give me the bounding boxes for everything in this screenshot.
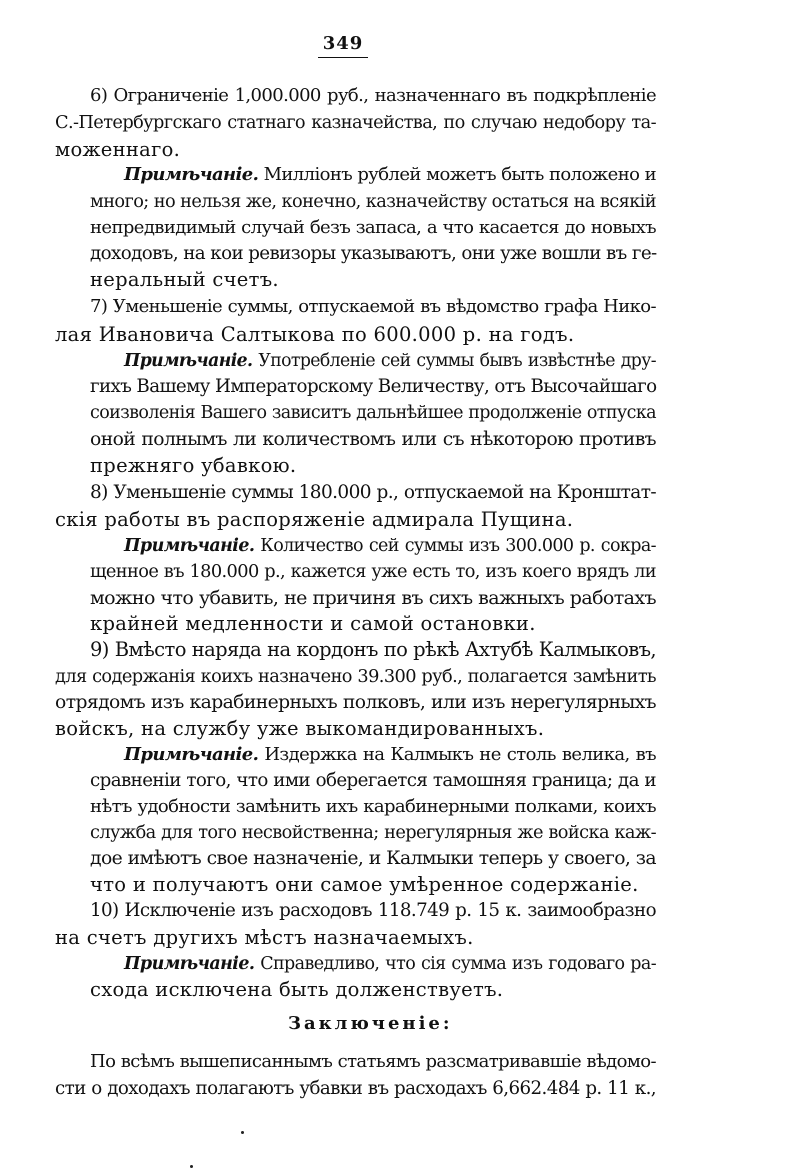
item-9-note-line-3: нѣтъ удобности замѣнить ихъ карабинерными полками, коихъ — [90, 796, 656, 817]
item-8-line-2: скія работы въ распоряженіе адмирала Пущина. — [55, 508, 574, 531]
item-6-note-line-5: неральный счетъ. — [90, 268, 279, 291]
item-8-line-1: 8) Уменьшеніе суммы 180.000 р., отпускаемой на Кронштат- — [90, 482, 656, 503]
item-10-line-1: 10) Исключеніе изъ расходовъ 118.749 р. 15 к. заимообразно — [90, 900, 656, 921]
item-6-note-line-2: много; но нельзя же, конечно, казначейству остаться на всякій — [90, 192, 656, 212]
item-9-note-line-6: что и получаютъ они самое умѣренное содержаніе. — [90, 873, 639, 896]
item-6-note-line-3: непредвидимый случай безъ запаса, а что касается до новыхъ — [90, 217, 656, 238]
item-8-note-line-4: крайней медленности и самой остановки. — [90, 612, 536, 635]
item-7-note-line-2: гихъ Вашему Императорскому Величеству, отъ Высочайшаго — [90, 376, 657, 397]
item-6-line-2: С.-Петербургскаго статнаго казначейства, по случаю недобору та- — [55, 113, 656, 133]
ink-speck — [241, 1131, 244, 1134]
item-7-note-line-1: Примѣчаніе. Употребленіе сей суммы бывъ извѣстнѣе дру- — [124, 351, 656, 371]
item-6-line-3: моженнаго. — [55, 138, 181, 161]
item-7-line-2: лая Ивановича Салтыкова по 600.000 р. на годъ. — [55, 323, 575, 346]
item-9-line-1: 9) Вмѣсто наряда на кордонъ по рѣкѣ Ахтубѣ Калмыковъ, — [90, 638, 656, 661]
item-8-note-line-3: можно что убавить, не причиня въ сихъ важныхъ работахъ — [90, 587, 656, 609]
item-7-note-line-3: соизволенія Вашего зависитъ дальнѣйшее продолженіе отпуска — [90, 403, 656, 423]
item-9-line-2: для содержанія коихъ назначено 39.300 руб., полагается замѣнить — [55, 667, 656, 687]
page-number: 349 — [318, 33, 368, 58]
item-10-note-line-2: схода исключена быть долженствуетъ. — [90, 978, 504, 1001]
conclusion-heading: Заключеніе: — [288, 1013, 453, 1034]
ink-speck — [190, 1165, 193, 1168]
item-6-note-line-1: Примѣчаніе. Милліонъ рублей можетъ быть положено и — [124, 164, 656, 185]
conclusion-line-1: По всѣмъ вышеписаннымъ статьямъ разсматривавшіе вѣдомо- — [90, 1051, 656, 1072]
item-8-note-line-2: щенное въ 180.000 р., кажется уже есть то, изъ коего врядъ ли — [90, 562, 656, 582]
conclusion-line-2: сти о доходахъ полагаютъ убавки въ расходахъ 6,662.484 р. 11 к., — [55, 1078, 656, 1099]
item-7-line-1: 7) Уменьшеніе суммы, отпускаемой въ вѣдомство графа Нико- — [90, 296, 656, 317]
item-6-line-1: 6) Ограниченіе 1,000.000 руб., назначеннаго въ подкрѣпленіе — [90, 85, 656, 106]
note-label: Примѣчаніе. — [124, 954, 255, 974]
item-9-note-line-2: сравненіи того, что ими оберегается тамошняя граница; да и — [90, 770, 656, 791]
note-label: Примѣчаніе. — [124, 744, 259, 765]
item-7-note-line-5: прежняго убавкою. — [90, 454, 297, 477]
note-label: Примѣчаніе. — [124, 351, 253, 371]
item-10-note-line-1: Примѣчаніе. Справедливо, что сія сумма изъ годоваго ра- — [124, 954, 657, 974]
item-8-note-line-1: Примѣчаніе. Количество сей суммы изъ 300.000 р. сокра- — [124, 536, 656, 556]
item-6-note-line-4: доходовъ, на кои ревизоры указываютъ, они уже вошли въ ге- — [90, 243, 657, 264]
note-label: Примѣчаніе. — [124, 164, 259, 185]
item-10-line-2: на счетъ другихъ мѣстъ назначаемыхъ. — [55, 926, 474, 949]
item-9-note-line-5: дое имѣютъ свое назначеніе, и Калмыки теперь у своего, за — [90, 848, 656, 869]
item-9-line-3: отрядомъ изъ карабинерныхъ полковъ, или изъ нерегулярныхъ — [55, 692, 656, 713]
item-9-note-line-4: служба для того несвойственна; нерегулярныя же войска каж- — [90, 823, 656, 843]
item-9-line-4: войскъ, на службу уже выкомандированныхъ. — [55, 717, 545, 740]
item-7-note-line-4: оной полнымъ ли количествомъ или съ нѣкоторою противъ — [90, 429, 656, 450]
item-9-note-line-1: Примѣчаніе. Издержка на Калмыкъ не столь велика, въ — [124, 744, 656, 765]
note-label: Примѣчаніе. — [124, 536, 255, 556]
